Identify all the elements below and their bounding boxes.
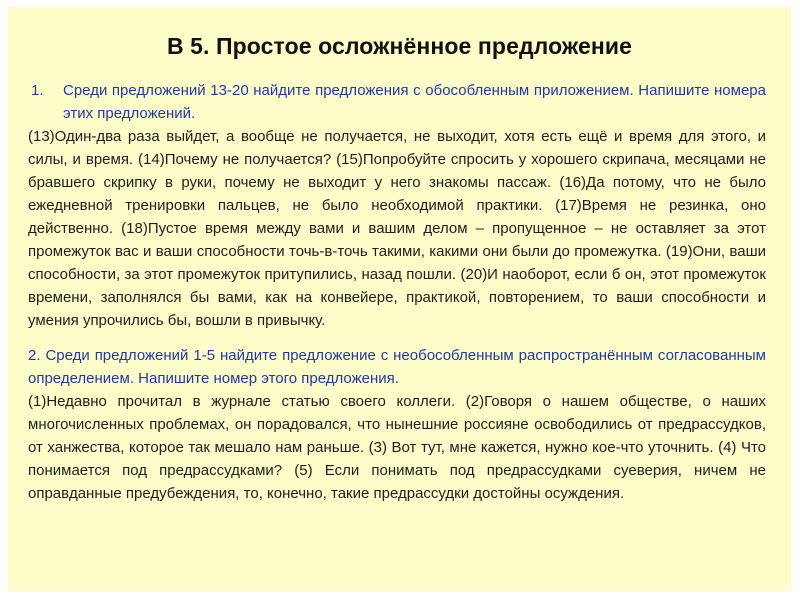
spacer [28,332,766,344]
slide [8,7,791,591]
task-2-question: 2. Среди предложений 1-5 найдите предложение с необособленным распространённым согласованным определением. Напишите номер этого предложения. [28,347,766,387]
task-1-question [28,79,766,125]
task-1-question-text: Среди предложений 13-20 найдите предложения с обособленным приложением. Напишите номера этих предложений. [63,82,766,122]
task-1-text: (13)Один-два раза выйдет, а вообще не получается, не выходит, хотя есть ещё и время для этого, и силы, и время. (14)Почему не получается? (15)Попробуйте спросить у хорошего скрипача, месяцами не бравшего скрипку в руки, почему не выходит у него знакомы пассаж. (16)Да потому, что не было ежедневной тренировки пальцев, не было необходимой практики. (17)Время не резинка, оно действенно. (18)Пустое время между вами и вашим делом – пропущенное – не оставляет за этот промежуток вас и ваши способности точь-в-точь такими, какими они были до промежутка. (19)Они, ваши способности, за этот промежуток притупились, назад пошли. (20)И наоборот, если б он, этот промежуток времени, заполнялся бы вами, как на конвейере, практикой, повторением, то ваши способности и умения упрочились бы, вошли в привычку. [28,128,766,329]
slide-title: В 5. Простое осложнённое предложение [166,33,633,59]
task-2-text: (1)Недавно прочитал в журнале статью своего коллеги. (2)Говоря о нашем обществе, о наших многочисленных проблемах, он порадовался, что нынешние россияне освободились от предрассудков, от ханжества, которое так мешало нам раньше. (3) Вот тут, мне кажется, нужно кое-что уточнить. (4) Что понимается под предрассудками? (5) Если понимать под предрассудками суеверия, ничем не оправданные предубеждения, то, конечно, такие предрассудки достойны осуждения. [28,393,766,502]
slide-content [28,79,766,505]
task-1-number: 1. [31,82,44,99]
